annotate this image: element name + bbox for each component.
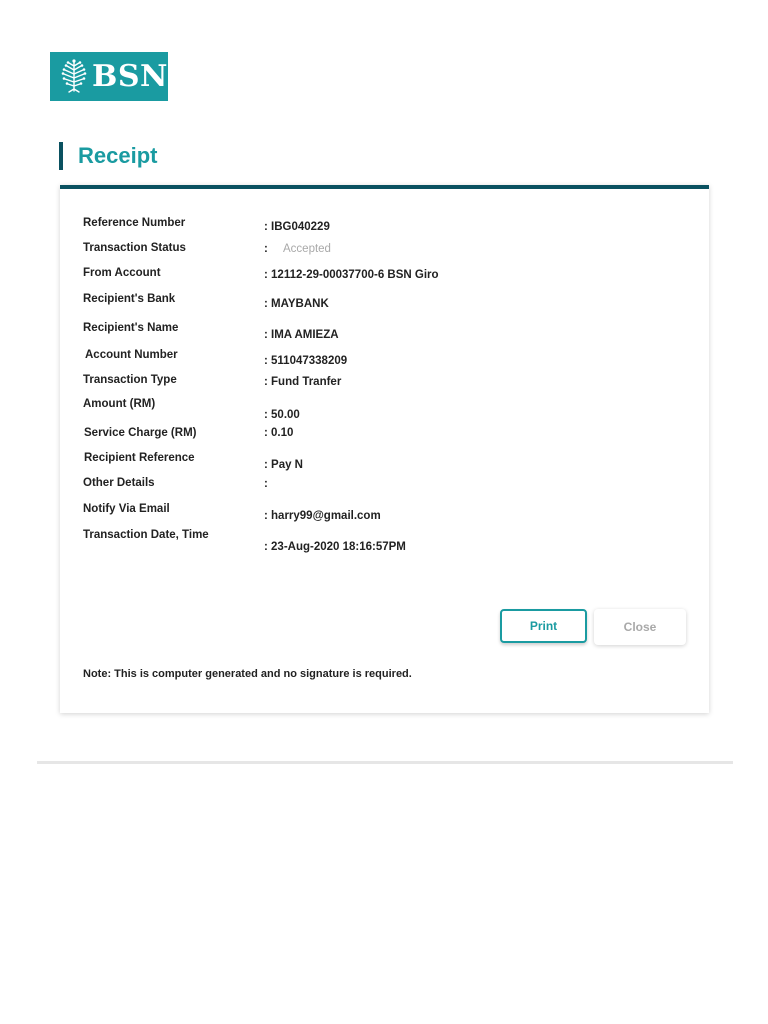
label-amount: Amount (RM) (83, 398, 156, 410)
label-transaction-status: Transaction Status (83, 242, 186, 254)
bsn-logo (50, 52, 168, 101)
page-divider (37, 761, 733, 764)
value-service-charge: : 0.10 (264, 427, 294, 439)
close-button[interactable]: Close (594, 609, 686, 645)
logo-text: BSN (92, 59, 168, 94)
label-account-number: Account Number (85, 349, 178, 361)
label-recipient-reference: Recipient Reference (84, 452, 195, 464)
title-accent-bar (59, 142, 63, 170)
value-recipients-name: : IMA AMIEZA (264, 329, 339, 341)
tree-logo-icon (60, 58, 88, 95)
value-from-account: : 12112-29-00037700-6 BSN Giro (264, 269, 439, 281)
footer-note: Note: This is computer generated and no signature is required. (83, 668, 412, 680)
label-recipients-name: Recipient's Name (83, 322, 179, 334)
value-transaction-date-time: : 23-Aug-2020 18:16:57PM (264, 541, 406, 553)
value-transaction-status: Accepted (283, 243, 331, 255)
value-notify-via-email: : harry99@gmail.com (264, 510, 381, 522)
receipt-card (60, 185, 709, 713)
value-recipients-bank: : MAYBANK (264, 298, 329, 310)
label-service-charge: Service Charge (RM) (84, 427, 197, 439)
label-reference-number: Reference Number (83, 217, 186, 229)
page-title: Receipt (78, 143, 158, 168)
label-transaction-date-time: Transaction Date, Time (83, 529, 209, 541)
value-amount: : 50.00 (264, 409, 300, 421)
value-reference-number: : IBG040229 (264, 221, 330, 233)
label-transaction-type: Transaction Type (83, 374, 177, 386)
label-notify-via-email: Notify Via Email (83, 503, 170, 515)
value-transaction-status-prefix: : (264, 243, 268, 255)
label-other-details: Other Details (83, 477, 155, 489)
label-recipients-bank: Recipient's Bank (83, 293, 176, 305)
value-recipient-reference: : Pay N (264, 459, 303, 471)
value-other-details: : (264, 478, 268, 490)
value-account-number: : 511047338209 (264, 355, 348, 367)
value-transaction-type: : Fund Tranfer (264, 376, 342, 388)
label-from-account: From Account (83, 267, 161, 279)
print-button[interactable]: Print (500, 609, 587, 643)
